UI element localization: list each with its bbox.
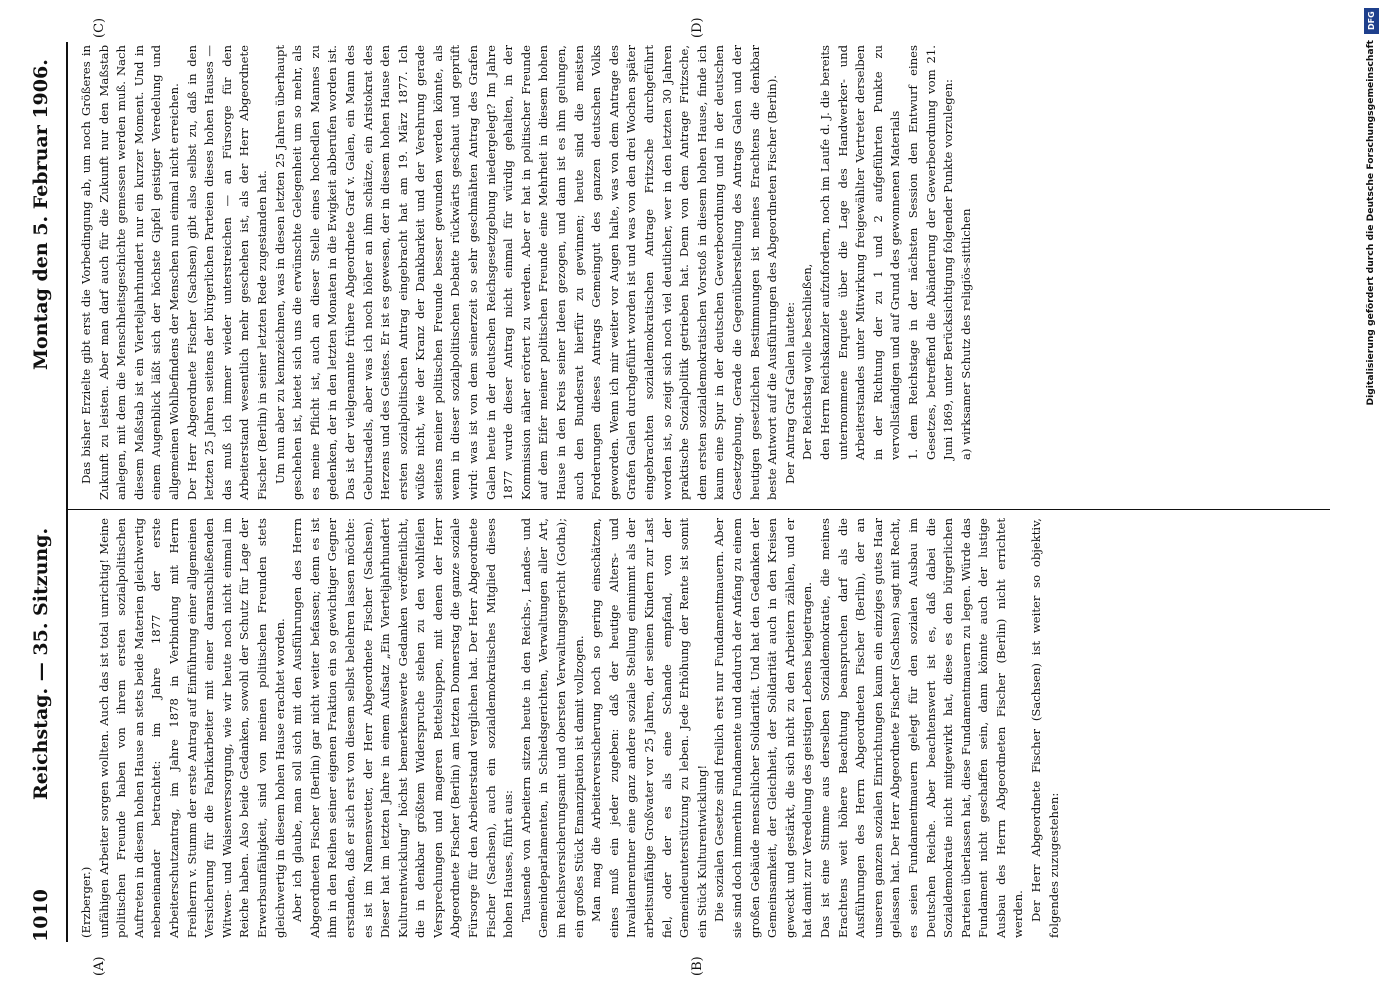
paragraph: 1. dem Reichstage in der nächsten Session den Entwurf eines Gesetzes, betreffend die Abänderung der Gewerbeordnung vom 21. Juni 1869, unter Berücksichtigung folgender Punkte vorzulegen: [905,45,956,460]
digitization-credit [1363,0,1381,1000]
paragraph: unfähigen Arbeiter sorgen wollten. Auch das ist total unrichtig! Meine politischen Freunde haben von ihrem ersten sozialpolitischen Auftreten in diesem hohen Hause an stets beide Materien gleichwertig nebeneinander betrachtet: im Jahre 1877 der erste Arbeiterschutzantrag, im Jahre 1878 in Verbindung mit Herrn Freiherrn v. Stumm der erste Antrag auf Einführung einer allgemeinen Versicherung für die Fabrikarbeiter mit einer daranschließenden Witwen- und Waisenversorgung, wie wir heute noch nicht einmal im Reiche haben. Also beide Gedanken, sowohl der Schutz für Lage der Erwerbsunfähigkeit, sind von meinen politischen Freunden stets gleichwertig in diesem hohen Hause erachtet worden. [96,518,287,938]
running-title-left: Reichstag. — 35. Sitzung. [30,527,52,800]
paragraph: Der Reichstag wolle beschließen, [800,263,815,460]
paragraph: Das ist eine Stimme aus derselben Sozialdemokratie, die meines Erachtens weit höhere Beachtung beanspruchen darf als die Ausführungen des Herrn Abgeordneten Fischer (Berlin), der an unseren ganzen sozialen Einrichtungen kaum ein einziges gutes Haar gelassen hat. Der Herr Abgeordnete Fischer (Sachsen) sagt mit Recht, es seien Fundamentmauern gelegt für den sozialen Ausbau im Deutschen Reiche. Aber beachtenswert ist es, daß dabei die Sozialdemokratie nicht mitgewirkt hat, diese es den bürgerlichen Parteien überlassen hat, diese Fundamentmauern zu legen. Würde das Fundament nicht geschaffen sein, dann könnte auch der lustige Ausbau des Herrn Abgeordneten Fischer (Berlin) nicht errichtet werden. [817,518,1026,938]
margin-mark-a: (A) [92,956,107,976]
column-rule [68,509,1330,510]
paragraph: den Herrn Reichskanzler aufzufordern, noch im Laufe d. J. die bereits unternommene Enquete über die Lage des Handwerker- und Arbeiterstandes unter Mitwirkung freigewählter Vertreter derselben in der Richtung der zu 1 und 2 aufgeführten Punkte zu vervollständigen und auf Grund des gewonnenen Materials [817,45,903,460]
margin-mark-c: (C) [92,17,107,38]
paragraph: Man mag die Arbeiterversicherung noch so gering einschätzen, eines muß ein jeder zugeben: daß der heutige Alters- und Invalidenrentner eine ganz andere soziale Stellung einnimmt als der arbeitsunfähige Großvater vor 25 Jahren, der seinen Kindern zur Last fiel, oder der es als eine Schande empfand, von der Gemeindeunterstützung zu leben. Jede Erhöhung der Rente ist somit ein Stück Kulturentwicklung! [589,518,709,938]
dfg-logo: DFG [1364,8,1379,34]
paragraph: Der Herr Abgeordnete Fischer (Sachsen) ist weiter so objektiv, folgendes zuzugestehen: [1029,518,1061,938]
page-number: 1010 [30,889,52,942]
running-title-right: Montag den 5. Februar 1906. [30,59,52,370]
paragraph: (Erzberger.) [79,866,93,938]
paragraph: Der Antrag Graf Galen lautete: [782,301,797,484]
paragraph: Der Herr Abgeordnete Fischer (Sachsen) gibt also selbst zu, daß in den letzten 25 Jahren seitens der bürgerlichen Parteien dieses hohen Hauses — das muß ich immer wieder unterstreichen — an Fürsorge für den Arbeiterstand wesentlich mehr geschehen ist, als der Herr Abgeordnete Fischer (Berlin) in seiner letzten Rede zugestanden hat. [184,45,269,500]
paragraph: Um nun aber zu kennzeichnen, was in diesen letzten 25 Jahren überhaupt geschehen ist, bietet sich uns die erwünschte Gelegenheit um so mehr, als es meine Pflicht ist, auch an dieser Stelle eines hochedlen Mannes zu gedenken, der in den letzten Monaten in die Ewigkeit abberufen worden ist. Das ist der vielgenannte frühere Abgeordnete Graf v. Galen, ein Mann des Geburtsadels, aber was ich noch höher an ihm schätze, ein Aristokrat des Herzens und des Geistes. Er ist es gewesen, der in diesem hohen Hause den ersten sozialpolitischen Antrag eingebracht hat am 19. März 1877. Ich wüßte nicht, wie der Kranz der Dankbarkeit und der Verehrung gerade seitens meiner politischen Freunde besser gewunden werden könnte, als wenn in dieser sozialpolitischen Debatte rückwärts geschaut und geprüft wird: was ist von dem seinerzeit so sehr geschmähten Antrag des Grafen Galen heute in der deutschen Reichsgesetzgebung niedergelegt? Im Jahre 1877 wurde dieser Antrag nicht einmal für würdig gehalten, in der Kommission näher erörtert zu werden. Aber er hat in politischer Freunde auf dem Eifer meiner politischen Freunde eine Mehrheit in diesem hohen Hause in den Kreis seiner Ideen gezogen, und dann ist es ihm gelungen, auch den Bundesrat hierfür zu gewinnen; heute sind die meisten Forderungen dieses Antrags Gemeingut des ganzen deutschen Volks geworden. Wenn ich mir weiter vor Augen halte, was von dem Antrage des Grafen Galen durchgeführt worden ist und was von den drei Wochen später eingebrachten sozialdemokratischen Antrage Fritzsche durchgeführt worden ist, so zeigt sich noch viel deutlicher, wer in den letzten 30 Jahren praktische Sozialpolitik getrieben hat. Denn von dem Antrage Fritzsche, dem ersten sozialdemokratischen Vorstoß in diesem hohen Hause, finde ich kaum eine Spur in der deutschen Gewerbeordnung und in der deutschen Gesetzgebung. Gerade die Gegenüberstellung des Antrags Galen und der heutigen gesetzlichen Bestimmungen ist meines Erachtens die denkbar beste Antwort auf die Ausführungen des Abgeordneten Fischer (Berlin). [272,45,780,500]
paragraph: Das bisher Erzielte gibt erst die Vorbedingung ab, um noch Größeres in Zukunft zu leisten. Aber man darf auch für die Zukunft nur den Maßstab anlegen, mit dem die Menschheitsgeschichte gemessen werden muß. Nach diesem Maßstab ist ein Vierteljahrhundert nur ein kurzer Moment. Und in einem Augenblick läßt sich der höchste Gipfel geistiger Veredelung und allgemeinen Wohlbefindens der Menschen nun einmal nicht erreichen. [79,45,181,500]
paragraph: Die sozialen Gesetze sind freilich erst nur Fundamentmauern. Aber sie sind doch immerhin Fundamente und dadurch der Anfang zu einem großen Gebäude menschlicher Solidarität. Und hat den Gedanken der Gemeinsamkeit, der Gleichheit, der Solidarität auch in den Kreisen geweckt und gestärkt, die sich nicht zu den Arbeitern zählen, und er hat damit zur Veredelung des geistigen Lebens beigetragen. [712,518,815,938]
margin-mark-b: (B) [690,956,705,976]
header-rule [66,42,68,942]
paragraph: Aber ich glaube, man soll sich mit den Ausführungen des Herrn Abgeordneten Fischer (Berlin) gar nicht weiter befassen; denn es ist ihm in den Reihen seiner eigenen Fraktion ein so gewichtiger Gegner erstanden, daß er sich erst von diesem selbst belehren lassen möchte: es ist im Namensvetter, der Herr Abgeordnete Fischer (Sachsen). Dieser hat im letzten Jahre in einem Aufsatz „Ein Vierteljahrhundert Kulturentwicklung“ höchst bemerkenswerte Gedanken veröffentlicht, die in denkbar größtem Widerspruche stehen zu den wohlfeilen Versprechungen und mageren Bettelsuppen, mit denen der Herr Abgeordnete Fischer (Berlin) am letzten Donnerstag die ganze soziale Fürsorge für den Arbeiterstand verglichen hat. Der Herr Abgeordnete Fischer (Sachsen), auch ein sozialdemokratisches Mitglied dieses hohen Hauses, führt aus: [290,518,516,938]
right-text-column [78,45,975,500]
credit-text: Digitalisierung gefördert durch die Deutsche Forschungsgemeinschaft [1365,40,1376,406]
margin-mark-d: (D) [690,17,705,38]
paragraph: a) wirksamer Schutz des religiös-sittlichen [958,208,973,460]
left-text-column [78,518,1063,938]
paragraph: Tausende von Arbeitern sitzen heute in den Reichs-, Landes- und Gemeindeparlamenten, in Schiedsgerichten, Verwaltungen aller Art, im Reichsversicherungsamt und obersten Verwaltungsgericht (Gotha); ein großes Stück Emanzipation ist damit vollzogen. [518,518,586,938]
